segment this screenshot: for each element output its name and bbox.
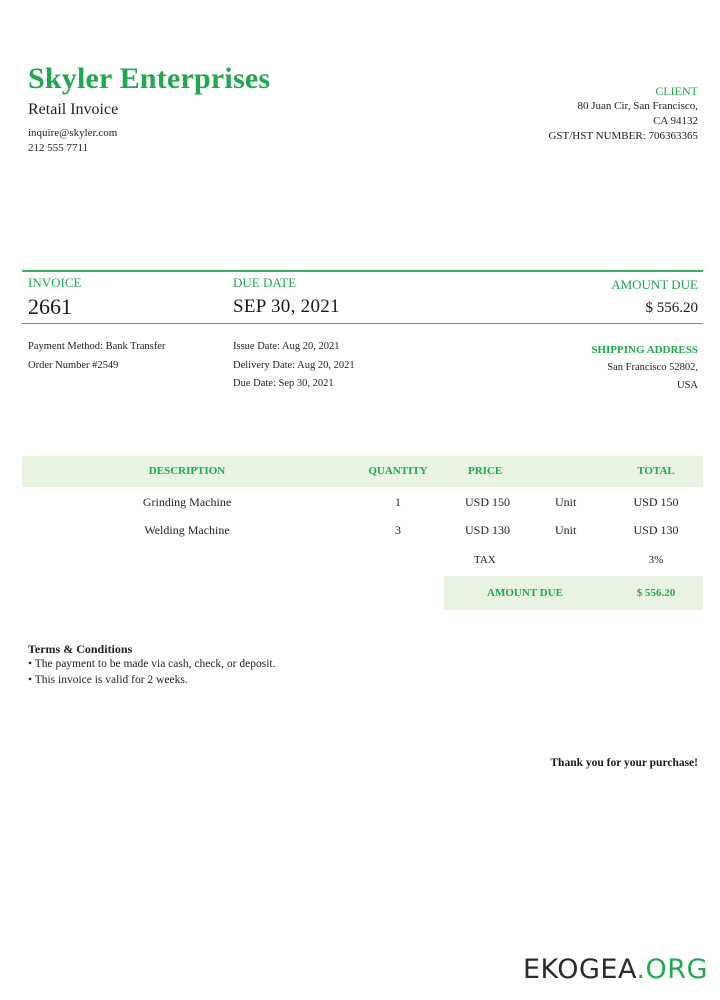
row-quantity: 1 bbox=[395, 495, 401, 509]
tax-value: 3% bbox=[648, 554, 664, 566]
issue-date: Issue Date: Aug 20, 2021 bbox=[233, 341, 340, 352]
summary-bottom-rule bbox=[22, 323, 703, 324]
column-header-quantity: QUANTITY bbox=[368, 465, 428, 477]
summary-top-rule bbox=[22, 270, 703, 272]
terms-line: • The payment to be made via cash, check, or deposit. bbox=[28, 658, 276, 670]
row-price: USD 150 bbox=[465, 495, 511, 509]
table-amount-due-value: $ 556.20 bbox=[636, 587, 676, 599]
row-unit: Unit bbox=[555, 523, 577, 537]
row-description: Grinding Machine bbox=[142, 495, 232, 509]
row-description: Welding Machine bbox=[144, 523, 230, 537]
due-date-detail: Due Date: Sep 30, 2021 bbox=[233, 378, 334, 389]
delivery-date: Delivery Date: Aug 20, 2021 bbox=[233, 360, 355, 371]
column-header-total: TOTAL bbox=[637, 465, 675, 477]
order-number: Order Number #2549 bbox=[28, 360, 119, 371]
terms-line: • This invoice is valid for 2 weeks. bbox=[28, 674, 188, 686]
watermark-suffix: .ORG bbox=[636, 954, 708, 985]
shipping-address-title: SHIPPING ADDRESS bbox=[591, 344, 698, 356]
client-title: CLIENT bbox=[655, 84, 698, 98]
invoice-label: INVOICE bbox=[28, 275, 82, 290]
terms-title: Terms & Conditions bbox=[28, 642, 133, 656]
client-address-line2: CA 94132 bbox=[653, 115, 698, 127]
row-quantity: 3 bbox=[395, 523, 401, 537]
column-header-price: PRICE bbox=[468, 465, 503, 477]
company-email: inquire@skyler.com bbox=[28, 127, 118, 139]
company-phone: 212 555 7711 bbox=[28, 142, 89, 154]
shipping-address-line2: USA bbox=[676, 380, 698, 391]
shipping-address-block bbox=[478, 341, 698, 395]
company-name: Skyler Enterprises bbox=[28, 62, 271, 95]
shipping-address-line1: San Francisco 52802, bbox=[607, 362, 698, 373]
row-total: USD 150 bbox=[633, 495, 679, 509]
client-gst-number: GST/HST NUMBER: 706363365 bbox=[548, 130, 698, 142]
amount-due-label: AMOUNT DUE bbox=[611, 277, 698, 292]
table-amount-due-label: AMOUNT DUE bbox=[487, 587, 563, 599]
due-date-value: SEP 30, 2021 bbox=[233, 296, 340, 317]
watermark bbox=[523, 954, 708, 985]
document-type: Retail Invoice bbox=[28, 101, 119, 118]
row-price: USD 130 bbox=[465, 523, 511, 537]
invoice-number: 2661 bbox=[28, 294, 72, 319]
thank-you-note: Thank you for your purchase! bbox=[550, 757, 698, 769]
due-date-label: DUE DATE bbox=[233, 275, 297, 290]
amount-due-value: $ 556.20 bbox=[645, 300, 698, 316]
row-total: USD 130 bbox=[633, 523, 679, 537]
client-address-line1: 80 Juan Cir, San Francisco, bbox=[577, 100, 698, 112]
payment-method: Payment Method: Bank Transfer bbox=[28, 341, 166, 352]
column-header-description: DESCRIPTION bbox=[148, 465, 226, 477]
tax-label: TAX bbox=[474, 554, 496, 566]
client-block bbox=[438, 83, 698, 144]
row-unit: Unit bbox=[555, 495, 577, 509]
watermark-main: EKOGEA bbox=[522, 954, 637, 985]
